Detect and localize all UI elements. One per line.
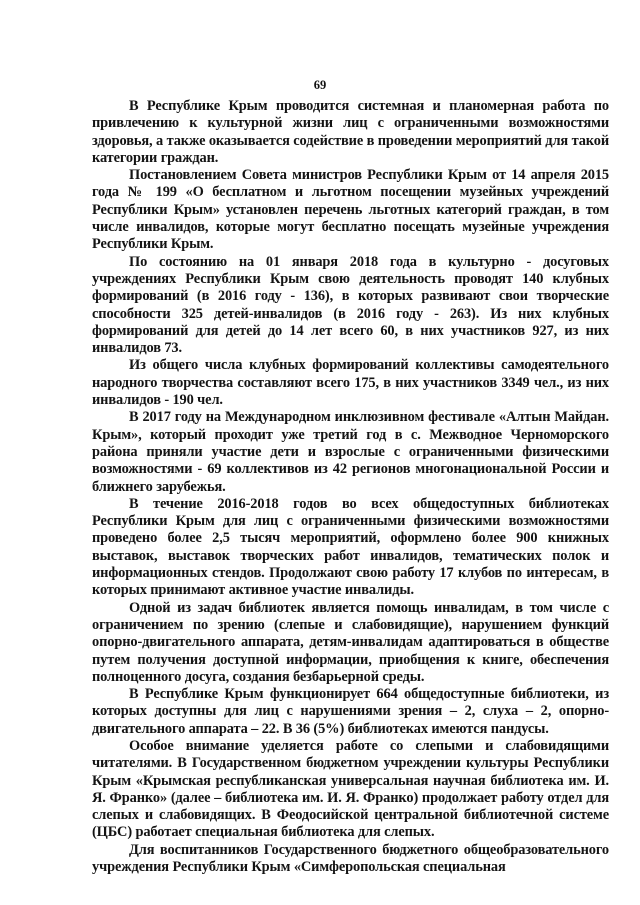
paragraph: В Республике Крым функционирует 664 общедоступные библиотеки, из которых доступны для лиц с нарушениями зрения – 2, слуха – 2, опорно-двигательного аппарата – 22. В 36 (5%) библиотеках имеются пандусы.	[92, 686, 609, 737]
page-number: 69	[313, 78, 327, 92]
paragraph: В Республике Крым проводится системная и планомерная работа по привлечению к культурной жизни лиц с ограниченными возможностями здоровья, а также оказывается содействие в проведении мероприятий для такой категории граждан.	[92, 98, 609, 166]
paragraph: Особое внимание уделяется работе со слепыми и слабовидящими читателями. В Государственном бюджетном учреждении культуры Республики Крым «Крымская республиканская универсальная научная библиотека им. И. Я. Франко» (далее – библиотека им. И. Я. Франко) продолжает работу отдел для слепых и слабовидящих. В Феодосийской центральной библиотечной системе (ЦБС) работает специальная библиотека для слепых.	[92, 737, 609, 841]
paragraph: Для воспитанников Государственного бюджетного общеобразовательного учреждения Республики Крым «Симферопольская специальная	[92, 841, 609, 876]
paragraph: Из общего числа клубных формирований коллективы самодеятельного народного творчества составляют всего 175, в них участников 3349 чел., из них инвалидов - 190 чел.	[92, 357, 609, 409]
paragraph: Постановлением Совета министров Республики Крым от 14 апреля 2015 года № 199 «О бесплатном и льготном посещении музейных учреждений Республики Крым» установлен перечень льготных категорий граждан, в том числе инвалидов, которые могут бесплатно посещать музейные учреждения Республики Крым.	[92, 167, 609, 253]
paragraph: В 2017 году на Международном инклюзивном фестивале «Алтын Майдан. Крым», который проходит уже третий год в с. Межводное Черноморского района приняли участие дети и взрослые с ограниченными физическими возможностями - 69 коллективов из 42 регионов многонациональной России и ближнего зарубежья.	[92, 409, 609, 495]
document-body	[92, 98, 609, 876]
paragraph: В течение 2016-2018 годов во всех общедоступных библиотеках Республики Крым для лиц с ограниченными физическими возможностями проведено более 2,5 тысяч мероприятий, оформлено более 900 книжных выставок, выставок творческих работ инвалидов, тематических полок и информационных стендов. Продолжают свою работу 17 клубов по интересам, в которых принимают активное участие инвалиды.	[92, 495, 609, 599]
paragraph: Одной из задач библиотек является помощь инвалидам, в том числе с ограничением по зрению (слепые и слабовидящие), нарушением функций опорно-двигательного аппарата, детям-инвалидам адаптироваться в обществе путем получения доступной информации, приобщения к книге, обеспечения полноценного досуга, создания безбарьерной среды.	[92, 599, 609, 685]
paragraph: По состоянию на 01 января 2018 года в культурно - досуговых учреждениях Республики Крым свою деятельность проводят 140 клубных формирований (в 2016 году - 136), в которых развивают свои творческие способности 325 детей-инвалидов (в 2016 году - 263). Из них клубных формирований для детей до 14 лет всего 60, в них участников 927, из них инвалидов 73.	[92, 253, 609, 357]
